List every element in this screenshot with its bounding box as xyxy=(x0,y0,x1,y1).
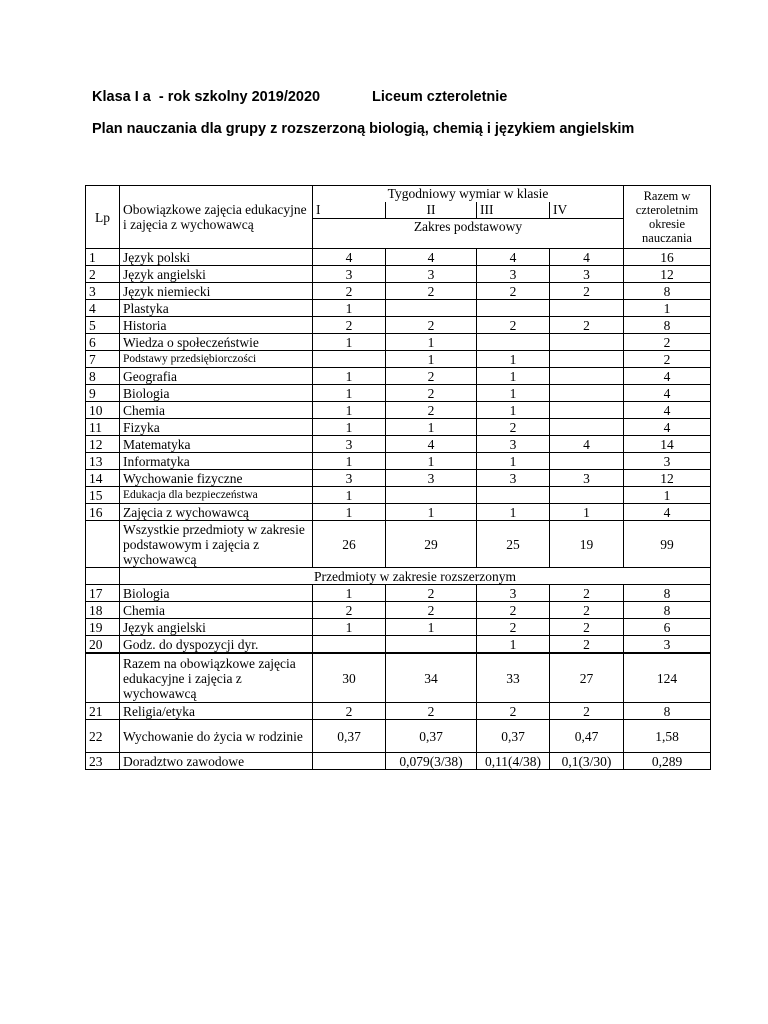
row-total: 4 xyxy=(624,419,711,436)
row-hours-class-1: 30 xyxy=(313,653,386,703)
row-hours-class-2: 2 xyxy=(386,283,477,300)
row-lp: 13 xyxy=(86,453,120,470)
header-scope: Zakres podstawowy xyxy=(313,219,624,249)
row-hours-class-2: 2 xyxy=(386,317,477,334)
row-lp: 14 xyxy=(86,470,120,487)
row-subject: Wychowanie do życia w rodzinie xyxy=(120,720,313,753)
row-lp: 6 xyxy=(86,334,120,351)
header-weekly: Tygodniowy wymiar w klasie xyxy=(313,186,624,202)
row-hours-class-2: 2 xyxy=(386,385,477,402)
row-total: 14 xyxy=(624,436,711,453)
row-subject: Religia/etyka xyxy=(120,703,313,720)
extended-header-lp xyxy=(86,568,120,585)
row-hours-class-2: 29 xyxy=(386,521,477,568)
row-hours-class-2: 1 xyxy=(386,419,477,436)
row-lp: 2 xyxy=(86,266,120,283)
row-hours-class-3: 3 xyxy=(477,266,550,283)
row-hours-class-2: 1 xyxy=(386,504,477,521)
row-subject: Fizyka xyxy=(120,419,313,436)
header-class-3: III xyxy=(477,202,550,219)
row-subject: Historia xyxy=(120,317,313,334)
table-row xyxy=(86,249,711,266)
row-subject: Wiedza o społeczeństwie xyxy=(120,334,313,351)
table-row xyxy=(86,283,711,300)
row-hours-class-2 xyxy=(386,300,477,317)
row-hours-class-1: 2 xyxy=(313,283,386,300)
table-row xyxy=(86,602,711,619)
row-total: 4 xyxy=(624,368,711,385)
table-row xyxy=(86,436,711,453)
curriculum-table xyxy=(85,185,711,770)
row-hours-class-1: 0,37 xyxy=(313,720,386,753)
row-hours-class-1: 1 xyxy=(313,487,386,504)
row-subject: Godz. do dyspozycji dyr. xyxy=(120,636,313,654)
row-hours-class-3: 1 xyxy=(477,368,550,385)
row-lp: 9 xyxy=(86,385,120,402)
row-hours-class-3: 1 xyxy=(477,504,550,521)
row-lp: 23 xyxy=(86,753,120,770)
row-subject: Zajęcia z wychowawcą xyxy=(120,504,313,521)
row-lp: 15 xyxy=(86,487,120,504)
table-row xyxy=(86,703,711,720)
row-hours-class-4: 3 xyxy=(550,266,624,283)
row-lp: 5 xyxy=(86,317,120,334)
row-total: 8 xyxy=(624,317,711,334)
grand-sum-row xyxy=(86,653,711,703)
row-hours-class-1 xyxy=(313,753,386,770)
row-hours-class-3 xyxy=(477,300,550,317)
row-total: 8 xyxy=(624,602,711,619)
row-hours-class-1: 2 xyxy=(313,703,386,720)
header-class-4: IV xyxy=(550,202,624,219)
row-total: 3 xyxy=(624,453,711,470)
row-subject: Język angielski xyxy=(120,266,313,283)
row-hours-class-4: 2 xyxy=(550,636,624,654)
header-subjects: Obowiązkowe zajęcia edukacyjne i zajęcia z wychowawcą xyxy=(120,186,313,249)
header-class-2: II xyxy=(386,202,477,219)
row-hours-class-4: 2 xyxy=(550,585,624,602)
row-subject: Matematyka xyxy=(120,436,313,453)
row-hours-class-4 xyxy=(550,300,624,317)
table-row xyxy=(86,385,711,402)
row-total: 124 xyxy=(624,653,711,703)
table-row xyxy=(86,419,711,436)
row-subject: Chemia xyxy=(120,602,313,619)
row-hours-class-1: 4 xyxy=(313,249,386,266)
row-total: 8 xyxy=(624,703,711,720)
row-hours-class-4 xyxy=(550,487,624,504)
row-hours-class-3 xyxy=(477,487,550,504)
row-hours-class-4 xyxy=(550,453,624,470)
row-hours-class-4 xyxy=(550,402,624,419)
row-subject: Geografia xyxy=(120,368,313,385)
table-row xyxy=(86,636,711,654)
row-hours-class-3: 1 xyxy=(477,385,550,402)
row-lp: 7 xyxy=(86,351,120,368)
row-hours-class-1: 1 xyxy=(313,504,386,521)
row-hours-class-2 xyxy=(386,487,477,504)
row-total: 4 xyxy=(624,402,711,419)
row-hours-class-4: 2 xyxy=(550,602,624,619)
table-row xyxy=(86,300,711,317)
table-row xyxy=(86,453,711,470)
row-total: 1,58 xyxy=(624,720,711,753)
row-subject: Edukacja dla bezpieczeństwa xyxy=(120,487,313,504)
row-hours-class-4 xyxy=(550,368,624,385)
row-hours-class-3: 1 xyxy=(477,453,550,470)
document-title: Klasa I a - rok szkolny 2019/2020 xyxy=(92,89,321,105)
row-hours-class-3: 2 xyxy=(477,703,550,720)
row-hours-class-3: 1 xyxy=(477,402,550,419)
row-hours-class-3: 1 xyxy=(477,351,550,368)
row-lp: 1 xyxy=(86,249,120,266)
extended-header-row xyxy=(86,568,711,585)
row-hours-class-3: 2 xyxy=(477,619,550,636)
row-hours-class-3: 1 xyxy=(477,636,550,654)
table-row xyxy=(86,504,711,521)
row-lp: 10 xyxy=(86,402,120,419)
row-total: 12 xyxy=(624,266,711,283)
row-hours-class-4: 2 xyxy=(550,317,624,334)
row-hours-class-4 xyxy=(550,385,624,402)
row-subject: Podstawy przedsiębiorczości xyxy=(120,351,313,368)
row-hours-class-3: 2 xyxy=(477,419,550,436)
row-hours-class-3: 2 xyxy=(477,317,550,334)
row-hours-class-4: 4 xyxy=(550,436,624,453)
row-hours-class-2: 4 xyxy=(386,436,477,453)
row-subject: Chemia xyxy=(120,402,313,419)
row-lp: 21 xyxy=(86,703,120,720)
row-hours-class-1: 1 xyxy=(313,402,386,419)
row-subject: Razem na obowiązkowe zajęcia edukacyjne i zajęcia z wychowawcą xyxy=(120,653,313,703)
row-hours-class-2 xyxy=(386,636,477,654)
row-subject: Język niemiecki xyxy=(120,283,313,300)
row-hours-class-2: 2 xyxy=(386,368,477,385)
table-header-row xyxy=(86,186,711,202)
row-hours-class-1: 1 xyxy=(313,300,386,317)
row-hours-class-4: 19 xyxy=(550,521,624,568)
row-subject: Język angielski xyxy=(120,619,313,636)
row-subject: Wszystkie przedmioty w zakresie podstawowym i zajęcia z wychowawcą xyxy=(120,521,313,568)
row-hours-class-1: 3 xyxy=(313,436,386,453)
row-hours-class-2: 1 xyxy=(386,334,477,351)
row-hours-class-3: 2 xyxy=(477,602,550,619)
row-total: 1 xyxy=(624,487,711,504)
row-hours-class-4: 2 xyxy=(550,283,624,300)
row-hours-class-3 xyxy=(477,334,550,351)
table-row xyxy=(86,334,711,351)
table-row xyxy=(86,351,711,368)
row-hours-class-1: 1 xyxy=(313,453,386,470)
row-hours-class-1: 2 xyxy=(313,317,386,334)
row-subject: Język polski xyxy=(120,249,313,266)
row-hours-class-2: 2 xyxy=(386,703,477,720)
row-subject: Biologia xyxy=(120,585,313,602)
row-subject: Doradztwo zawodowe xyxy=(120,753,313,770)
row-hours-class-2: 2 xyxy=(386,402,477,419)
row-lp: 22 xyxy=(86,720,120,753)
row-hours-class-1 xyxy=(313,351,386,368)
row-hours-class-2: 1 xyxy=(386,351,477,368)
row-total: 4 xyxy=(624,504,711,521)
row-lp: 11 xyxy=(86,419,120,436)
row-hours-class-3: 3 xyxy=(477,585,550,602)
row-lp: 4 xyxy=(86,300,120,317)
row-hours-class-3: 4 xyxy=(477,249,550,266)
row-hours-class-2: 3 xyxy=(386,470,477,487)
row-lp xyxy=(86,653,120,703)
row-lp: 20 xyxy=(86,636,120,654)
row-lp xyxy=(86,521,120,568)
table-row xyxy=(86,619,711,636)
row-hours-class-4: 2 xyxy=(550,703,624,720)
row-subject: Plastyka xyxy=(120,300,313,317)
row-hours-class-3: 3 xyxy=(477,470,550,487)
row-total: 0,289 xyxy=(624,753,711,770)
row-hours-class-1: 1 xyxy=(313,368,386,385)
row-lp: 8 xyxy=(86,368,120,385)
row-lp: 18 xyxy=(86,602,120,619)
row-hours-class-2: 1 xyxy=(386,453,477,470)
table-row xyxy=(86,487,711,504)
row-hours-class-2: 2 xyxy=(386,585,477,602)
row-hours-class-1: 1 xyxy=(313,334,386,351)
table-row xyxy=(86,402,711,419)
row-hours-class-3: 0,11(4/38) xyxy=(477,753,550,770)
row-hours-class-1: 26 xyxy=(313,521,386,568)
row-total: 2 xyxy=(624,351,711,368)
table-row xyxy=(86,753,711,770)
row-hours-class-3: 3 xyxy=(477,436,550,453)
row-hours-class-1: 1 xyxy=(313,385,386,402)
row-lp: 12 xyxy=(86,436,120,453)
row-total: 3 xyxy=(624,636,711,654)
row-hours-class-1: 3 xyxy=(313,266,386,283)
row-hours-class-4: 1 xyxy=(550,504,624,521)
table-row xyxy=(86,585,711,602)
extended-section-title: Przedmioty w zakresie rozszerzonym xyxy=(120,568,711,585)
row-hours-class-3: 33 xyxy=(477,653,550,703)
row-hours-class-1: 1 xyxy=(313,419,386,436)
row-hours-class-2: 0,079(3/38) xyxy=(386,753,477,770)
row-total: 16 xyxy=(624,249,711,266)
row-total: 4 xyxy=(624,385,711,402)
row-hours-class-1 xyxy=(313,636,386,654)
table-row xyxy=(86,720,711,753)
row-hours-class-2: 2 xyxy=(386,602,477,619)
row-hours-class-4 xyxy=(550,334,624,351)
row-hours-class-4: 0,47 xyxy=(550,720,624,753)
row-hours-class-4: 4 xyxy=(550,249,624,266)
table-row xyxy=(86,470,711,487)
row-hours-class-4: 0,1(3/30) xyxy=(550,753,624,770)
row-hours-class-4 xyxy=(550,351,624,368)
row-hours-class-1: 1 xyxy=(313,585,386,602)
row-total: 1 xyxy=(624,300,711,317)
row-hours-class-2: 34 xyxy=(386,653,477,703)
row-hours-class-2: 3 xyxy=(386,266,477,283)
row-lp: 19 xyxy=(86,619,120,636)
basic-sum-row xyxy=(86,521,711,568)
row-hours-class-4: 3 xyxy=(550,470,624,487)
document-subtitle: Plan nauczania dla grupy z rozszerzoną biologią, chemią i językiem angielskim xyxy=(92,121,635,137)
row-hours-class-2: 4 xyxy=(386,249,477,266)
row-hours-class-2: 0,37 xyxy=(386,720,477,753)
school-type: Liceum czteroletnie xyxy=(372,89,508,105)
row-subject: Informatyka xyxy=(120,453,313,470)
row-hours-class-2: 1 xyxy=(386,619,477,636)
table-row xyxy=(86,266,711,283)
row-subject: Wychowanie fizyczne xyxy=(120,470,313,487)
row-lp: 16 xyxy=(86,504,120,521)
row-hours-class-3: 2 xyxy=(477,283,550,300)
row-hours-class-4: 2 xyxy=(550,619,624,636)
row-hours-class-3: 0,37 xyxy=(477,720,550,753)
row-hours-class-4 xyxy=(550,419,624,436)
row-total: 6 xyxy=(624,619,711,636)
row-lp: 17 xyxy=(86,585,120,602)
header-total: Razem w czteroletnim okresie nauczania xyxy=(624,186,711,249)
row-total: 2 xyxy=(624,334,711,351)
row-lp: 3 xyxy=(86,283,120,300)
table-row xyxy=(86,317,711,334)
row-hours-class-1: 3 xyxy=(313,470,386,487)
row-hours-class-1: 1 xyxy=(313,619,386,636)
row-hours-class-3: 25 xyxy=(477,521,550,568)
row-total: 99 xyxy=(624,521,711,568)
row-hours-class-4: 27 xyxy=(550,653,624,703)
header-class-1: I xyxy=(313,202,386,219)
row-hours-class-1: 2 xyxy=(313,602,386,619)
row-total: 8 xyxy=(624,283,711,300)
header-lp: Lp xyxy=(86,186,120,249)
row-subject: Biologia xyxy=(120,385,313,402)
row-total: 8 xyxy=(624,585,711,602)
table-row xyxy=(86,368,711,385)
row-total: 12 xyxy=(624,470,711,487)
